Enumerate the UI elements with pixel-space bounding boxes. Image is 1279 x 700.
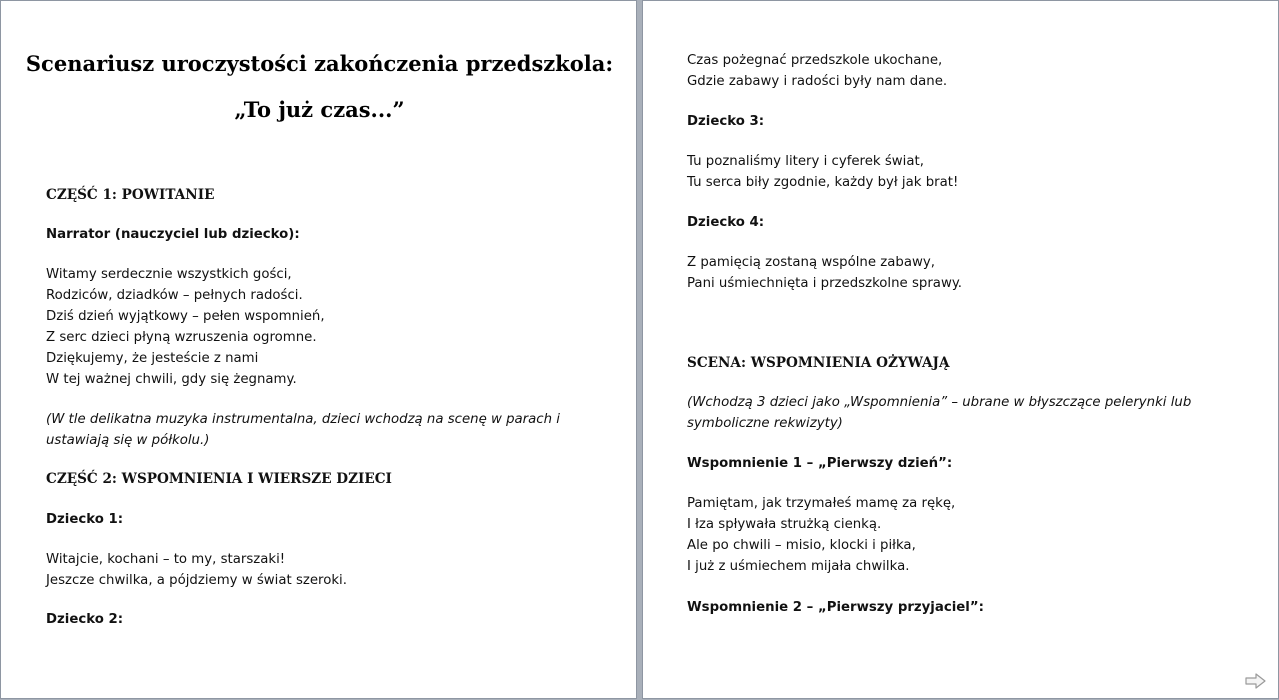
child3-label: Dziecko 3: (687, 114, 765, 129)
child2-label: Dziecko 2: (46, 612, 124, 627)
narrator-verse (46, 264, 596, 390)
narrator-label: Narrator (nauczyciel lub dziecko): (46, 227, 300, 242)
verse-line: Pamiętam, jak trzymałeś mamę za rękę, (687, 496, 956, 511)
verse-line: Witajcie, kochani – to my, starszaki! (46, 552, 286, 567)
child1-label: Dziecko 1: (46, 512, 124, 527)
verse-line: Tu poznaliśmy litery i cyferek świat, (687, 154, 924, 169)
arrow-right-icon[interactable] (1245, 672, 1267, 690)
verse-line: Rodziców, dziadków – pełnych radości. (46, 288, 303, 303)
verse-line: Witamy serdecznie wszystkich gości, (46, 267, 292, 282)
verse-line: I łza spływała strużką cienką. (687, 517, 882, 532)
verse-line: Ale po chwili – misio, klocki i piłka, (687, 538, 916, 553)
part1-heading: CZĘŚĆ 1: POWITANIE (46, 187, 215, 203)
verse-line: Gdzie zabawy i radości były nam dane. (687, 74, 948, 89)
verse-line: Dziś dzień wyjątkowy – pełen wspomnień, (46, 309, 325, 324)
scene-heading: SCENA: WSPOMNIENIA OŻYWAJĄ (687, 355, 950, 371)
memory1-label: Wspomnienie 1 – „Pierwszy dzień”: (687, 456, 953, 471)
document-title: Scenariusz uroczystości zakończenia przedszkola: (25, 51, 614, 76)
child2-verse (687, 50, 1247, 92)
verse-line: Z serc dzieci płyną wzruszenia ogromne. (46, 330, 317, 345)
child4-label: Dziecko 4: (687, 215, 765, 230)
verse-line: Czas pożegnać przedszkole ukochane, (687, 53, 943, 68)
verse-line: Tu serca biły zgodnie, każdy był jak brat! (687, 175, 959, 190)
memory2-label: Wspomnienie 2 – „Pierwszy przyjaciel”: (687, 600, 984, 615)
document-page-right (642, 0, 1279, 699)
memory1-verse (687, 493, 1247, 577)
document-page-left (0, 0, 637, 699)
verse-line: Z pamięcią zostaną wspólne zabawy, (687, 255, 935, 270)
stage-direction: (W tle delikatna muzyka instrumentalna, dzieci wchodzą na scenę w parach i ustawiają się w półkolu.) (46, 412, 560, 448)
verse-line: Jeszcze chwilka, a pójdziemy w świat szeroki. (46, 573, 347, 588)
child1-verse (46, 549, 596, 591)
document-subtitle: „To już czas...” (234, 97, 405, 122)
child4-verse (687, 252, 1247, 294)
verse-line: I już z uśmiechem mijała chwilka. (687, 559, 910, 574)
verse-line: Pani uśmiechnięta i przedszkolne sprawy. (687, 276, 963, 291)
child3-verse (687, 151, 1247, 193)
verse-line: Dziękujemy, że jesteście z nami (46, 351, 259, 366)
scene-direction: (Wchodzą 3 dzieci jako „Wspomnienia” – ubrane w błyszczące pelerynki lub symboliczne rekwizyty) (687, 395, 1192, 431)
verse-line: W tej ważnej chwili, gdy się żegnamy. (46, 372, 297, 387)
part2-heading: CZĘŚĆ 2: WSPOMNIENIA I WIERSZE DZIECI (46, 471, 392, 487)
